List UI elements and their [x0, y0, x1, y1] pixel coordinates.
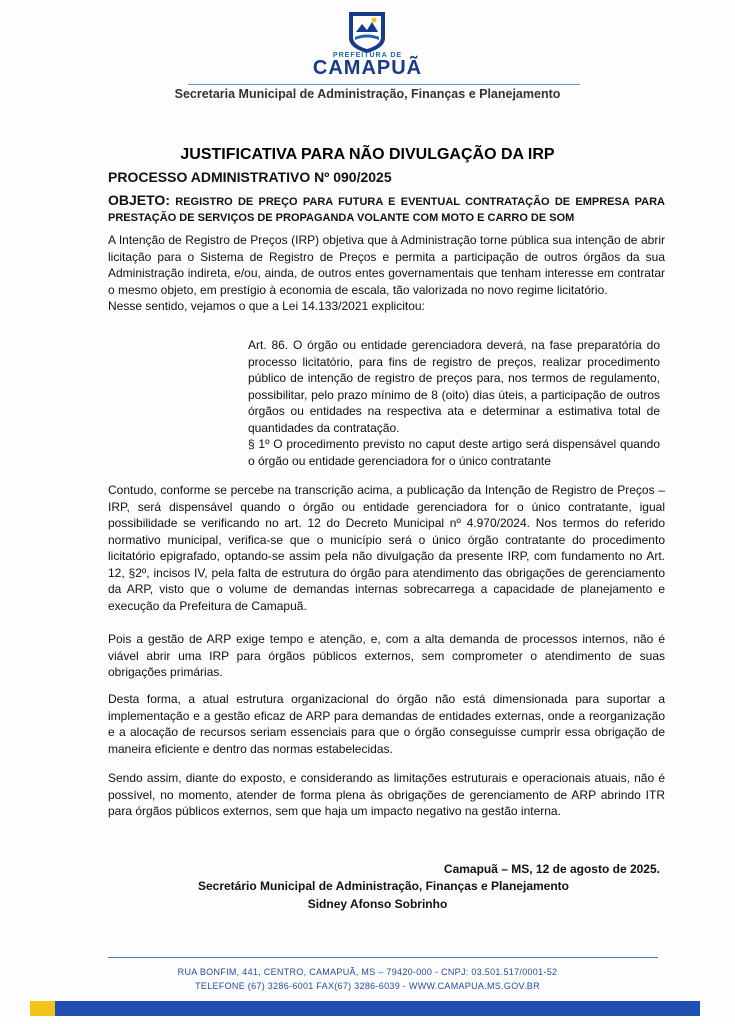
signer-name: Sidney Afonso Sobrinho — [307, 897, 448, 911]
prefeitura-label: PREFEITURA DE — [332, 52, 403, 59]
signer-role: Secretário Municipal de Administração, Finanças e Planejamento — [197, 879, 569, 893]
footer-address: RUA BONFIM, 441, CENTRO, CAMAPUÃ, MS – 79420-000 - CNPJ: 03.501.517/0001-52 — [177, 967, 558, 977]
objeto-text: REGISTRO DE PREÇO PARA FUTURA E EVENTUAL CONTRATAÇÃO DE EMPRESA PARA PRESTAÇÃO DE SERVIÇOS DE PROPAGANDA VOLANTE COM MOTO E CARRO DE SOM — [108, 196, 665, 224]
city-emblem-icon — [347, 10, 387, 54]
paragraph-lei-intro: Nesse sentido, vejamos o que a Lei 14.133/2021 explicitou: — [108, 299, 425, 313]
secretaria-name: Secretaria Municipal de Administração, Finanças e Planejamento — [174, 87, 561, 101]
body-main — [108, 482, 665, 614]
paragraph-gestao-arp: Pois a gestão de ARP exige tempo e atenção, e, com a alta demanda de processos internos, não é viável abrir uma IRP para órgãos públicos externos, sem comprometer o atendimento de suas obrigações primárias. — [108, 632, 665, 679]
footer-bar — [55, 1001, 700, 1016]
quote-paragraph-1: § 1º O procedimento previsto no caput deste artigo será dispensável quando o órgão ou entidade gerenciadora for o único contratante — [248, 437, 660, 468]
document-title: JUSTIFICATIVA PARA NÃO DIVULGAÇÃO DA IRP — [180, 146, 555, 163]
footer-accent-bar — [30, 1001, 55, 1016]
process-number: PROCESSO ADMINISTRATIVO Nº 090/2025 — [108, 169, 392, 185]
body-conclusao — [108, 770, 665, 820]
footer-contact: TELEFONE (67) 3286-6001 FAX(67) 3286-6039 - WWW.CAMAPUA.MS.GOV.BR — [195, 981, 540, 991]
objeto-block — [108, 192, 665, 226]
objeto-label: OBJETO: — [108, 192, 170, 208]
law-quote — [248, 337, 660, 469]
city-name: CAMAPUÃ — [312, 57, 423, 79]
place-date: Camapuã – MS, 12 de agosto de 2025. — [443, 862, 660, 876]
footer-divider — [108, 957, 658, 958]
body-estrutura — [108, 691, 665, 757]
paragraph-contudo: Contudo, conforme se percebe na transcrição acima, a publicação da Intenção de Registro de Preços – IRP, será dispensável quando o órgão ou entidade gerenciadora for o único contratante, igual possibilidade se verificando no art. 12 do Decreto Municipal nº 4.970/2024. Nos termos do referido normativo municipal, verifica-se que o município será o único órgão contratante do procedimento licitatório epigrafado, optando-se assim pela não divulgação da presente IRP, com fundamento no Art. 12, §2º, incisos IV, pela falta de estrutura do órgão para atendimento das obrigações de gerenciamento da ARP, visto que o volume de demandas internas sobrecarrega a capacidade de planejamento e execução da Prefeitura de Camapuã. — [108, 483, 665, 613]
paragraph-irp-intro: A Intenção de Registro de Preços (IRP) objetiva que à Administração torne pública sua intenção de abrir licitação para o Sistema de Registro de Preços e permita a participação de outros órgãos da sua Administração indireta, e/ou, ainda, de outros entes governamentais que tenham interesse em contratar o mesmo objeto, em prestígio à economia de escala, tão valorizada no novo regime licitatório. — [108, 233, 665, 297]
paragraph-estrutura: Desta forma, a atual estrutura organizacional do órgão não está dimensionada para suportar a implementação e a gestão eficaz de ARP para demandas de entidades externas, onde a reorganização e a alocação de recursos seriam essenciais para que o órgão conseguisse cumprir essa obrigação de maneira eficiente e dentro das normas estabelecidas. — [108, 692, 665, 756]
body-intro — [108, 232, 665, 315]
quote-art-86: Art. 86. O órgão ou entidade gerenciadora deverá, na fase preparatória do processo licitatório, para fins de registro de preços, realizar procedimento público de intenção de registro de preços para, nos termos de regulamento, possibilitar, pelo prazo mínimo de 8 (oito) dias úteis, a participação de outros órgãos ou entidades na respectiva ata e determinar a estimativa total de quantidades da contratação. — [248, 338, 660, 435]
header-divider — [188, 84, 580, 85]
paragraph-conclusao: Sendo assim, diante do exposto, e considerando as limitações estruturais e operacionais atuais, não é possível, no momento, atender de forma plena às obrigações de gerenciamento de ARP abrindo ITR para órgãos públicos externos, sem que haja um impacto negativo na gestão interna. — [108, 771, 665, 818]
body-arp — [108, 631, 665, 681]
